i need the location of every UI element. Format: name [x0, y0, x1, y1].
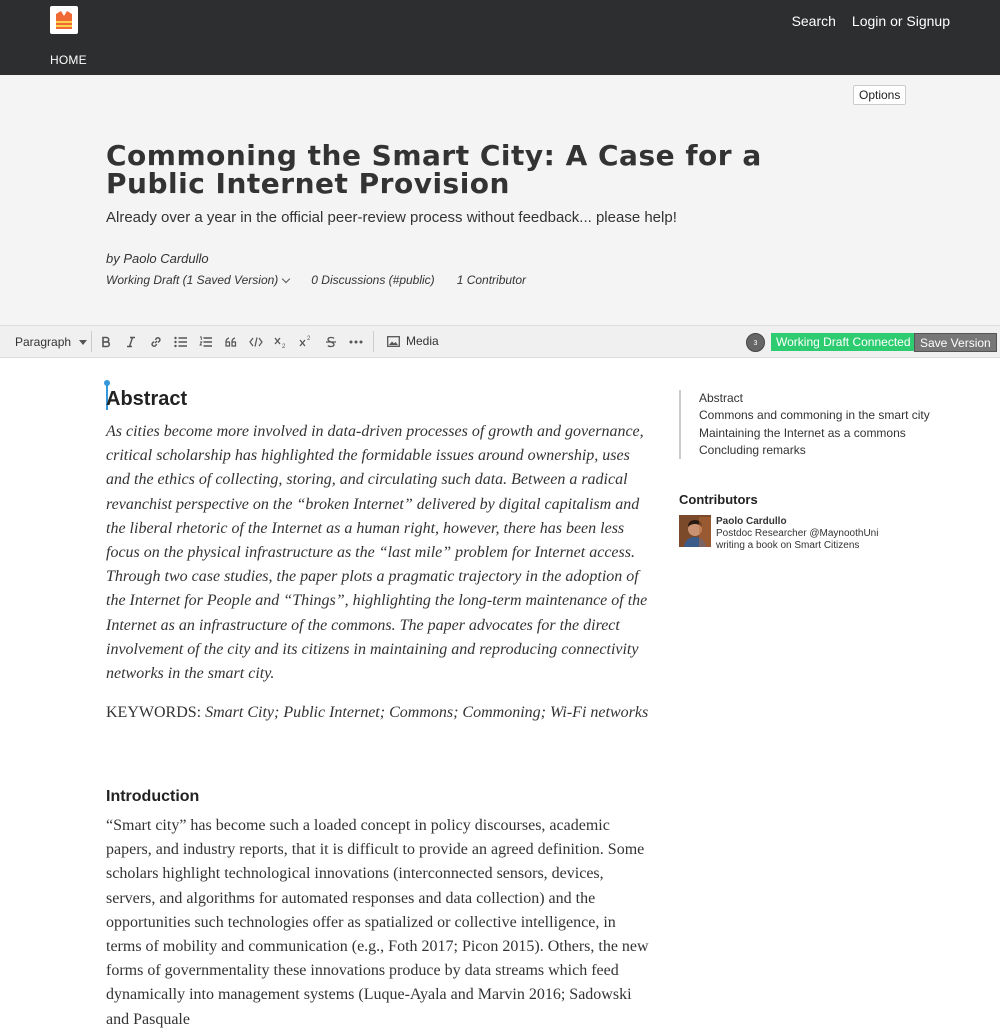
abstract-paragraph: As cities become more involved in data-driven processes of growth and governance, critical scholarship has highlighted the formidable issues around ownership, uses and the ethics of collecting, storing, and circulating such data. Between a radical revanchist perspective on the “broken Internet” delivered by digital capitalism and the liberal rhetoric of the Internet as a human right, however, there has been less focus on the physical infrastructure as the “last mile” problem for Internet access. Through two case studies, the paper plots a pragmatic trajectory in the adoption of the Internet for People and “Things”, highlighting the long-term maintenance of the Internet as an infrastructure of the commons. The paper advocates for the direct involvement of the city and its citizens in maintaining and reproducing connectivity networks in the smart city.: [106, 423, 648, 683]
toolbar-divider: [373, 331, 374, 352]
keywords-paragraph: [106, 704, 648, 722]
strikethrough-icon[interactable]: [323, 334, 339, 350]
connected-users-badge: 3: [746, 333, 765, 352]
code-icon[interactable]: [248, 334, 264, 350]
media-label: Media: [406, 334, 439, 348]
pub-header: [0, 75, 1000, 326]
version-dropdown[interactable]: [106, 273, 289, 287]
keywords-list: Smart City; Public Internet; Commons; Commoning; Wi-Fi networks: [205, 704, 649, 721]
svg-text:2: 2: [307, 336, 311, 342]
avatar[interactable]: [679, 515, 711, 547]
svg-text:2: 2: [282, 344, 286, 350]
toc-item-concluding[interactable]: Concluding remarks: [699, 442, 806, 457]
site-logo[interactable]: [50, 6, 78, 34]
introduction-paragraph: “Smart city” has become such a loaded concept in policy discourses, academic papers, and industry reports, that it is difficult to provide an agreed definition. Some scholars highlight technological innovations (interconnected sensors, devices, servers, and algorithms for automated responses and data collection) and the opportunities such technologies offer as spatialized or collective intelligence, in terms of mobility and communication (e.g., Foth 2017; Picon 2015). Others, the new forms of governmentality these innovations produce by data streams which feed dynamically into management systems (Luque-Ayala and Marvin 2016; Sadowski and Pasquale: [106, 817, 649, 1028]
vest-icon: [50, 6, 78, 34]
subscript-icon[interactable]: [273, 334, 289, 350]
page-title: Commoning the Smart City: A Case for a Public Internet Provision: [106, 139, 762, 200]
version-label: Working Draft (1 Saved Version): [106, 273, 279, 287]
top-links: [792, 13, 950, 29]
login-link[interactable]: Login or Signup: [851, 13, 950, 29]
top-navbar: [0, 0, 1000, 75]
discussions-link[interactable]: 0 Discussions (#public): [311, 273, 435, 287]
pub-description: Already over a year in the official peer-review process without feedback... please help!: [106, 209, 677, 226]
bullet-list-icon[interactable]: [173, 334, 189, 350]
paragraph-label: Paragraph: [15, 335, 72, 349]
image-icon: [387, 336, 400, 347]
toolbar-divider: [91, 331, 92, 352]
contributor-bio-line2: writing a book on Smart Citizens: [716, 540, 860, 551]
chevron-down-icon: [282, 275, 290, 283]
keywords-label: KEYWORDS:: [106, 704, 206, 721]
status-badge: Working Draft Connected: [771, 333, 916, 351]
byline: by Paolo Cardullo: [106, 251, 209, 266]
editor-toolbar: [0, 325, 1000, 358]
contributor-card: [679, 515, 878, 552]
contributor-name[interactable]: Paolo Cardullo: [716, 516, 787, 527]
numbered-list-icon[interactable]: [198, 334, 214, 350]
caret-down-icon: [79, 340, 87, 345]
abstract-heading: Abstract: [106, 388, 188, 410]
save-version-button[interactable]: Save Version: [914, 333, 997, 352]
more-icon[interactable]: [348, 334, 364, 350]
toc-item-maintaining[interactable]: Maintaining the Internet as a commons: [699, 425, 906, 440]
introduction-heading: Introduction: [106, 788, 200, 805]
link-icon[interactable]: [148, 334, 164, 350]
superscript-icon[interactable]: [298, 334, 314, 350]
options-button[interactable]: Options: [853, 85, 906, 105]
pub-meta: [106, 273, 526, 287]
paragraph-dropdown[interactable]: [15, 335, 87, 349]
table-of-contents: [679, 390, 930, 459]
contributors-heading: Contributors: [679, 492, 758, 507]
media-button[interactable]: [387, 334, 439, 348]
toc-item-commons[interactable]: Commons and commoning in the smart city: [699, 408, 930, 423]
italic-icon[interactable]: [123, 334, 139, 350]
contributor-info: [716, 515, 878, 552]
home-link[interactable]: HOME: [50, 53, 87, 67]
contributors-link[interactable]: 1 Contributor: [456, 273, 527, 287]
contributor-bio-line1: Postdoc Researcher @MaynoothUni: [716, 528, 879, 539]
search-link[interactable]: Search: [791, 13, 836, 29]
blockquote-icon[interactable]: [223, 334, 239, 350]
toc-item-abstract[interactable]: Abstract: [699, 391, 744, 405]
bold-icon[interactable]: [98, 334, 114, 350]
